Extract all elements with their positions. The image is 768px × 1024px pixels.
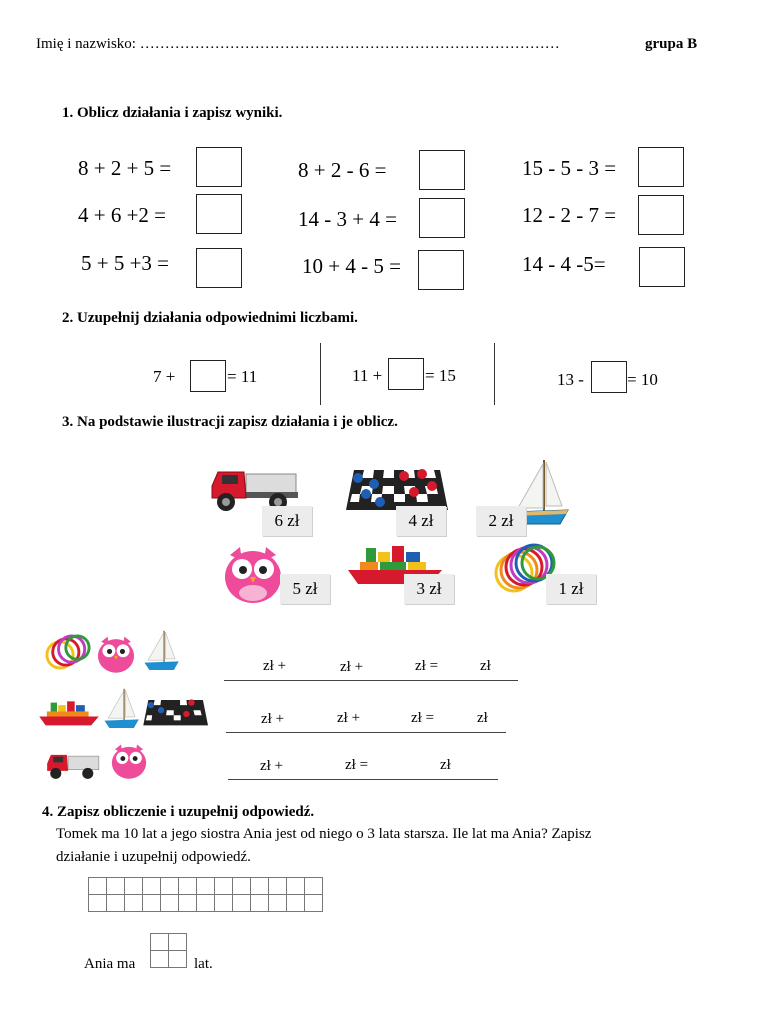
task1-eq: 12 - 2 - 7 = <box>522 203 617 227</box>
answer-suffix: lat. <box>194 956 213 972</box>
sailboat-icon <box>142 626 180 676</box>
task1-eq: 4 + 6 +2 = <box>78 203 167 227</box>
price-tag: 2 zł <box>476 506 526 536</box>
task1-eq: 14 - 4 -5= <box>522 252 606 276</box>
sailboat-icon <box>102 684 140 734</box>
task3-heading: 3. Na podstawie ilustracji zapisz działania i je oblicz. <box>62 414 398 430</box>
missing-number-box[interactable] <box>388 358 424 390</box>
answer-line[interactable] <box>226 732 506 733</box>
block-ship-icon <box>38 700 100 728</box>
task2-right: = 10 <box>627 370 658 389</box>
answer-box[interactable] <box>638 195 684 235</box>
owl-plush-icon <box>222 543 284 605</box>
answer-grid[interactable] <box>150 933 187 968</box>
unit-label: zł + <box>340 659 364 675</box>
task2-heading: 2. Uzupełnij działania odpowiednimi liczbami. <box>62 310 358 326</box>
price-tag: 5 zł <box>280 574 330 604</box>
calculation-grid[interactable] <box>88 877 323 912</box>
unit-label: zł + <box>261 711 285 727</box>
unit-label: zł <box>480 658 491 674</box>
checkers-board-icon <box>142 696 208 732</box>
unit-label: zł + <box>263 658 287 674</box>
divider <box>320 343 321 405</box>
answer-box[interactable] <box>196 147 242 187</box>
answer-box[interactable] <box>196 248 242 288</box>
unit-label: zł = <box>415 658 439 674</box>
answer-line[interactable] <box>228 779 498 780</box>
unit-label: zł <box>440 757 451 773</box>
unit-label: zł + <box>337 710 361 726</box>
unit-label: zł + <box>260 758 284 774</box>
word-problem-text: działanie i uzupełnij odpowiedź. <box>56 849 251 865</box>
divider <box>494 343 495 405</box>
task2-left: 11 + <box>352 366 383 385</box>
task2-right: = 15 <box>425 366 456 385</box>
answer-box[interactable] <box>196 194 242 234</box>
task1-eq: 14 - 3 + 4 = <box>298 207 397 231</box>
task2-left: 7 + <box>153 367 176 386</box>
unit-label: zł <box>477 710 488 726</box>
task4-heading: 4. Zapisz obliczenie i uzupełnij odpowiedź. <box>42 804 315 820</box>
group-label: grupa B <box>645 36 698 52</box>
price-tag: 6 zł <box>262 506 312 536</box>
price-tag: 3 zł <box>404 574 454 604</box>
answer-box[interactable] <box>639 247 685 287</box>
toy-truck-icon <box>44 750 102 782</box>
task1-eq: 10 + 4 - 5 = <box>302 254 401 278</box>
word-problem-text: Tomek ma 10 lat a jego siostra Ania jest od niego o 3 lata starsza. Ile lat ma Ania? Zapisz <box>56 826 592 842</box>
missing-number-box[interactable] <box>190 360 226 392</box>
missing-number-box[interactable] <box>591 361 627 393</box>
answer-box[interactable] <box>419 198 465 238</box>
owl-plush-icon <box>110 742 148 780</box>
answer-box[interactable] <box>418 250 464 290</box>
price-tag: 1 zł <box>546 574 596 604</box>
answer-line[interactable] <box>224 680 518 681</box>
name-line[interactable]: Imię i nazwisko: ………………………………………………………………………… <box>36 36 560 52</box>
unit-label: zł = <box>345 757 369 773</box>
slinky-spring-icon <box>44 632 92 672</box>
task1-eq: 15 - 5 - 3 = <box>522 156 617 180</box>
task2-right: = 11 <box>227 367 258 386</box>
task2-left: 13 - <box>557 370 584 389</box>
price-tag: 4 zł <box>396 506 446 536</box>
owl-plush-icon <box>96 634 136 674</box>
task1-heading: 1. Oblicz działania i zapisz wyniki. <box>62 105 283 121</box>
task1-eq: 8 + 2 - 6 = <box>298 158 387 182</box>
task1-eq: 8 + 2 + 5 = <box>78 156 172 180</box>
task1-eq: 5 + 5 +3 = <box>81 251 170 275</box>
unit-label: zł = <box>411 710 435 726</box>
answer-box[interactable] <box>419 150 465 190</box>
answer-box[interactable] <box>638 147 684 187</box>
answer-prefix: Ania ma <box>84 956 136 972</box>
